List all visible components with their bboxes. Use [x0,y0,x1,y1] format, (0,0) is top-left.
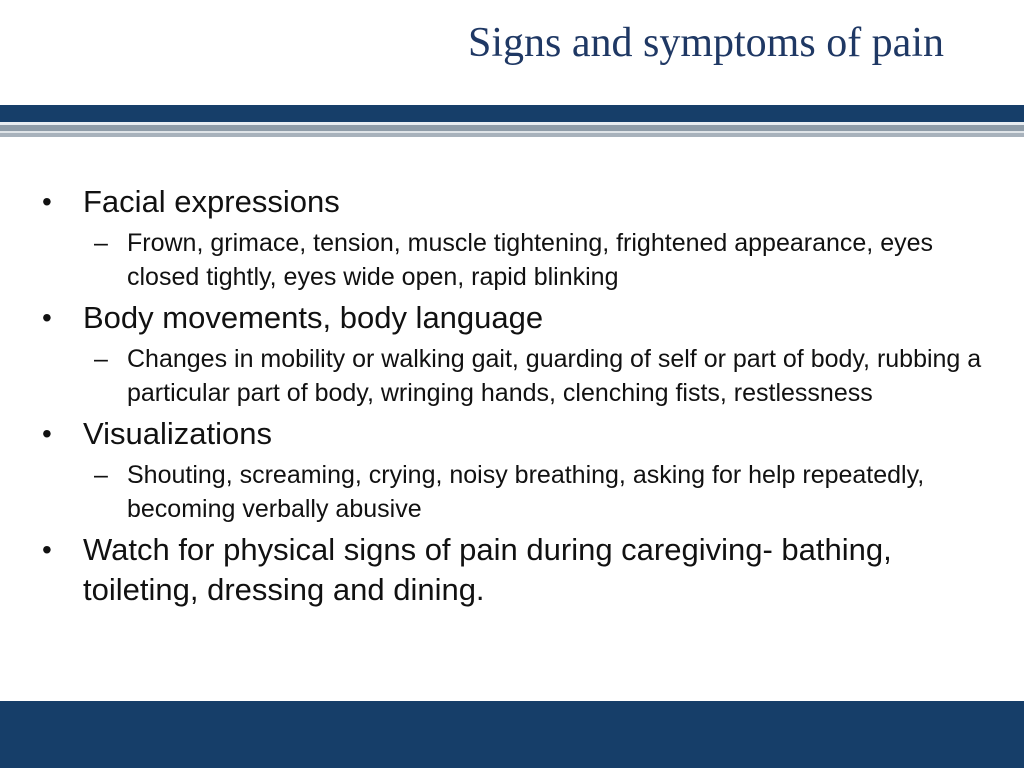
bullet-text: Visualizations [83,416,272,451]
footer-band [0,701,1024,768]
bullet-icon: • [42,302,52,333]
bullet-icon: • [42,534,52,565]
bullet-item-visualizations [36,414,996,454]
header-band [0,105,1024,122]
slide-title: Signs and symptoms of pain [467,20,944,66]
bullet-item-facial-expressions [36,182,996,222]
sub-bullet-text: Shouting, screaming, crying, noisy breathing, asking for help repeatedly, becoming verbally abusive [127,461,925,523]
sub-bullet-text: Changes in mobility or walking gait, guarding of self or part of body, rubbing a particular part of body, wringing hands, clenching fists, restlessness [127,345,982,407]
dash-icon: – [94,229,108,257]
header-divider-gray [0,133,1024,137]
bullet-item-physical-signs [36,530,996,610]
bullet-item-body-movements [36,298,996,338]
bullet-text: Watch for physical signs of pain during caregiving- bathing, toileting, dressing and dining. [83,532,892,607]
bullet-icon: • [42,418,52,449]
dash-icon: – [94,345,108,373]
dash-icon: – [94,461,108,489]
bullet-text: Facial expressions [83,184,340,219]
sub-bullet-item [36,458,996,526]
bullet-text: Body movements, body language [83,300,544,335]
bullet-list [36,182,996,610]
bullet-icon: • [42,186,52,217]
sub-bullet-item [36,342,996,410]
sub-bullet-text: Frown, grimace, tension, muscle tightening, frightened appearance, eyes closed tightly, eyes wide open, rapid blinking [127,229,934,291]
sub-bullet-item [36,226,996,294]
